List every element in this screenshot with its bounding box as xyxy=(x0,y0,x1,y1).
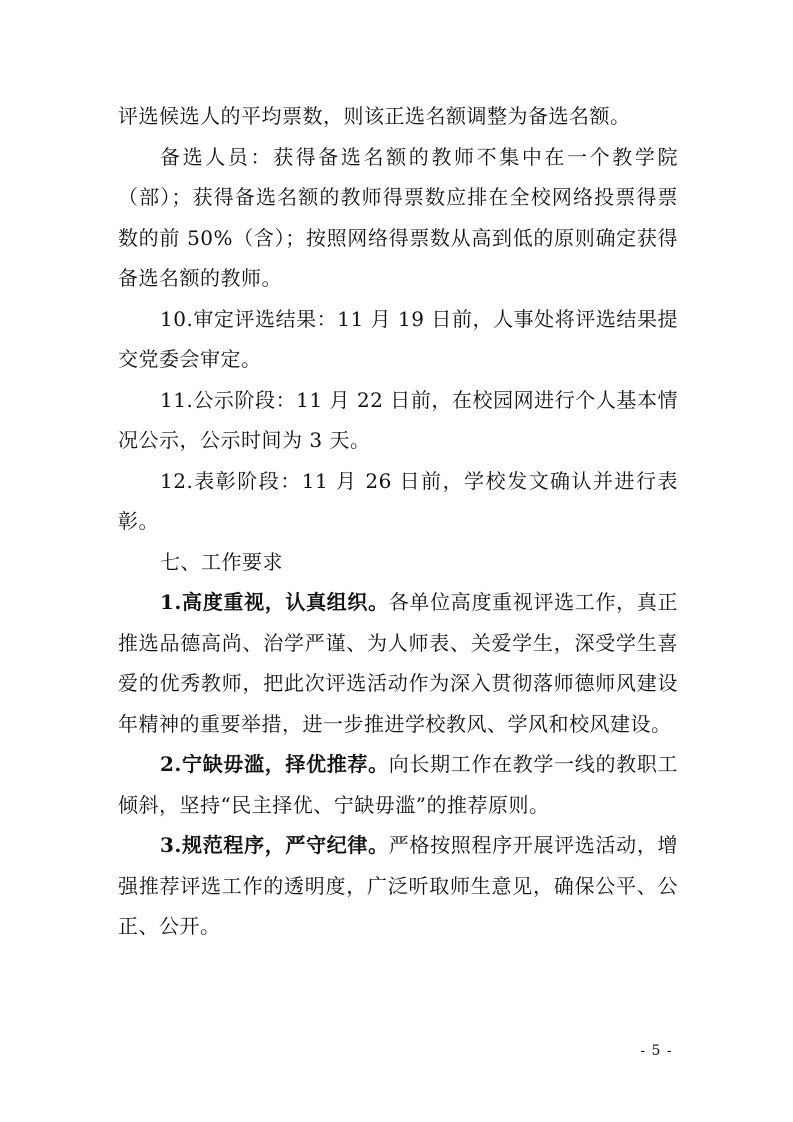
paragraph-alternate-staff: 备选人员：获得备选名额的教师不集中在一个教学院（部）；获得备选名额的教师得票数应排在全校网络投票得票数的前 50%（含）；按照网络得票数从高到低的原则确定获得备选名额的教师。 xyxy=(118,144,678,290)
document-body xyxy=(118,96,678,947)
requirement-1-title: 1.高度重视，认真组织。 xyxy=(160,590,389,614)
page-number: - 5 - xyxy=(640,1043,673,1059)
paragraph-continuation: 评选候选人的平均票数，则该正选名额调整为备选名额。 xyxy=(118,104,631,128)
requirement-2-title: 2.宁缺毋滥，择优推荐。 xyxy=(160,752,389,776)
requirement-3 xyxy=(118,825,678,947)
paragraph-step-12: 12.表彰阶段：11 月 26 日前，学校发文确认并进行表彰。 xyxy=(118,468,678,533)
requirement-1-text: 各单位高度重视评选工作，真正推选品德高尚、治学严谨、为人师表、关爱学生，深受学生喜爱的优秀教师，把此次评选活动作为深入贯彻落师德师风建设年精神的重要举措，进一步推进学校教风、学风和校风建设。 xyxy=(118,590,678,736)
requirement-1 xyxy=(118,582,678,744)
requirement-3-text: 严格按照程序开展评选活动，增强推荐评选工作的透明度，广泛听取师生意见，确保公平、公正、公开。 xyxy=(118,833,678,938)
requirement-2 xyxy=(118,744,678,825)
paragraph-step-11: 11.公示阶段：11 月 22 日前，在校园网进行个人基本情况公示，公示时间为 3 天。 xyxy=(118,387,678,452)
section-heading: 七、工作要求 xyxy=(160,549,283,574)
requirement-2-text: 向长期工作在教学一线的教职工倾斜，坚持“民主择优、宁缺毋滥”的推荐原则。 xyxy=(118,752,678,817)
requirement-3-title: 3.规范程序，严守纪律。 xyxy=(160,833,389,857)
paragraph-step-10: 10.审定评选结果：11 月 19 日前，人事处将评选结果提交党委会审定。 xyxy=(118,306,678,371)
